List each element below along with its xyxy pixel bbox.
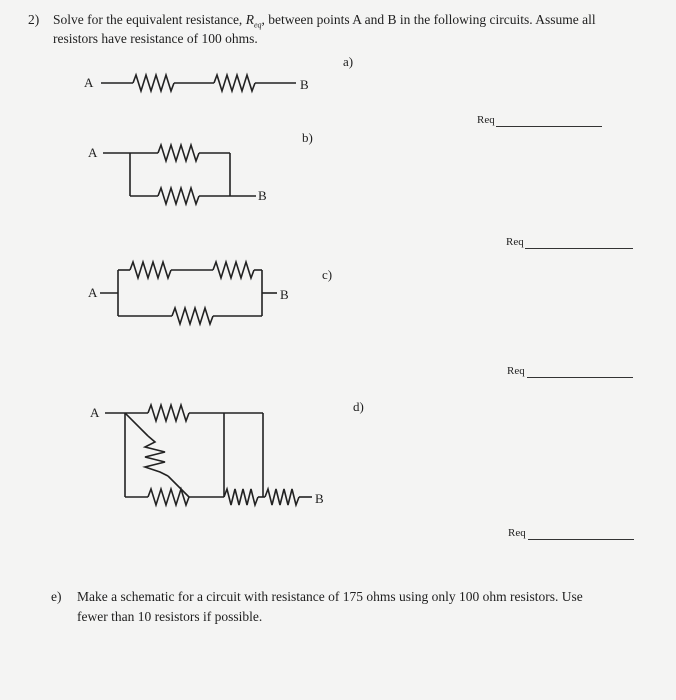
- circuit-d-wire: [168, 476, 189, 497]
- part-c-node-a: A: [88, 285, 98, 300]
- part-d-label: d): [353, 399, 364, 414]
- part-e-label: e): [51, 589, 62, 604]
- part-c-req-label: Req: [507, 365, 525, 377]
- part-d-node-a: A: [90, 405, 100, 420]
- part-b-label: b): [302, 130, 313, 145]
- question-text-part2: , between points A and B in the following circuits. Assume all: [261, 12, 596, 27]
- req-symbol: R: [245, 12, 254, 27]
- part-a-node-a: A: [84, 75, 94, 90]
- question-number: 2): [28, 12, 40, 27]
- part-e-text-line1: Make a schematic for a circuit with resistance of 175 ohms using only 100 ohm resistors. Use: [77, 589, 583, 604]
- circuit-d-resistor-bottom-2: [224, 489, 258, 505]
- circuit-d-resistor-diagonal: [145, 436, 168, 476]
- part-b-req-label: Req: [506, 236, 524, 248]
- question-text-part1: Solve for the equivalent resistance,: [53, 12, 246, 27]
- part-b-node-b: B: [258, 188, 267, 203]
- circuit-d-resistor-bottom-3: [265, 489, 299, 505]
- part-d-answer-line: [528, 539, 634, 540]
- part-c-node-b: B: [280, 287, 289, 302]
- part-d-req-label: Req: [508, 527, 526, 539]
- part-a-label: a): [343, 54, 354, 69]
- circuit-d-wire: [125, 413, 148, 436]
- part-a-req-label: Req: [477, 114, 495, 126]
- part-b-node-a: A: [88, 145, 98, 160]
- part-a-node-b: B: [300, 77, 309, 92]
- part-e-text-line2: fewer than 10 resistors if possible.: [77, 609, 263, 624]
- part-c-label: c): [322, 267, 333, 282]
- part-d-node-b: B: [315, 491, 324, 506]
- req-subscript: eq: [253, 20, 262, 30]
- circuit-d-resistor-top: [148, 405, 189, 421]
- question-text-line2: resistors have resistance of 100 ohms.: [53, 31, 258, 46]
